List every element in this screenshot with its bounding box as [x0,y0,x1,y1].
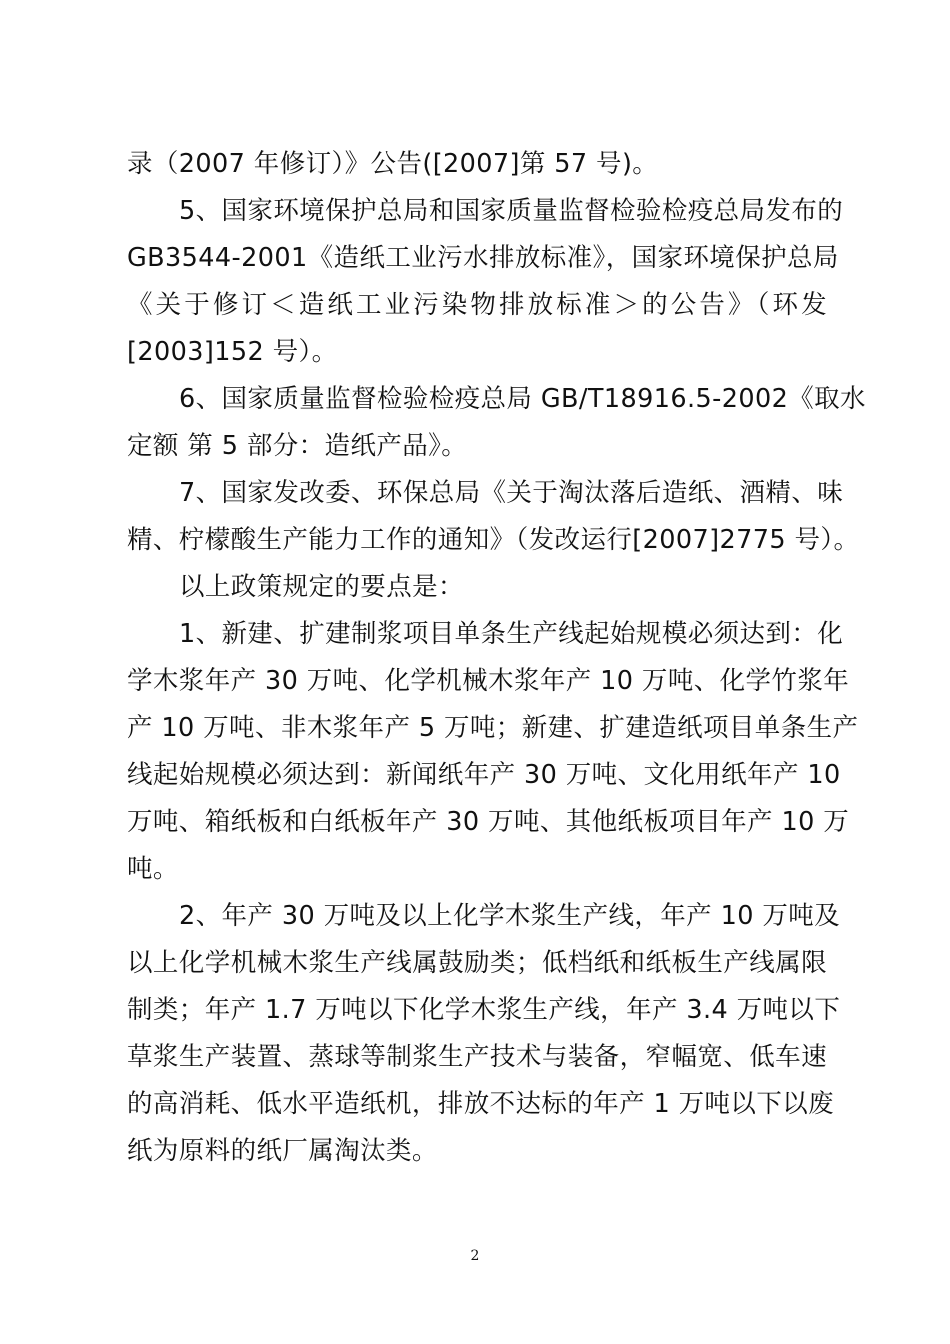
page-number: 2 [470,1248,480,1264]
text-line: 精、柠檬酸生产能力工作的通知》（发改运行[2007]2775 号）。 [127,525,860,555]
text-line: 产 10 万吨、非木浆年产 5 万吨；新建、扩建造纸项目单条生产 [127,713,859,743]
text-line: 以上化学机械木浆生产线属鼓励类；低档纸和纸板生产线属限 [127,948,827,978]
text-line: 录（2007 年修订）》公告([2007]第 57 号)。 [127,149,659,179]
text-line: 制类；年产 1.7 万吨以下化学木浆生产线，年产 3.4 万吨以下 [127,995,841,1025]
text-line: 学木浆年产 30 万吨、化学机械木浆年产 10 万吨、化学竹浆年 [127,666,850,696]
text-line: 定额 第 5 部分：造纸产品》。 [127,431,468,461]
text-line: 草浆生产装置、蒸球等制浆生产技术与装备，窄幅宽、低车速 [127,1042,827,1072]
text-line: 线起始规模必须达到：新闻纸年产 30 万吨、文化用纸年产 10 [127,760,841,790]
text-line: GB3544-2001《造纸工业污水排放标准》，国家环境保护总局 [127,243,839,273]
text-line: [2003]152 号）。 [127,337,338,367]
text-line: 5、国家环境保护总局和国家质量监督检验检疫总局发布的 [179,196,844,226]
text-line: 7、国家发改委、环保总局《关于淘汰落后造纸、酒精、味 [179,478,844,508]
text-line: 万吨、箱纸板和白纸板年产 30 万吨、其他纸板项目年产 10 万 [127,807,850,837]
text-line: 的高消耗、低水平造纸机，排放不达标的年产 1 万吨以下以废 [127,1089,835,1119]
text-line: 以上政策规定的要点是： [179,572,464,602]
text-line: 2、年产 30 万吨及以上化学木浆生产线，年产 10 万吨及 [179,901,841,931]
text-line: 吨。 [127,854,179,884]
body-text [127,141,866,1175]
text-line: 《关于修订＜造纸工业污染物排放标准＞的公告》（环发 [127,290,827,320]
text-line: 6、国家质量监督检验检疫总局 GB/T18916.5-2002《取水 [179,384,866,414]
text-line: 纸为原料的纸厂属淘汰类。 [127,1136,438,1166]
text-line: 1、新建、扩建制浆项目单条生产线起始规模必须达到：化 [179,619,844,649]
